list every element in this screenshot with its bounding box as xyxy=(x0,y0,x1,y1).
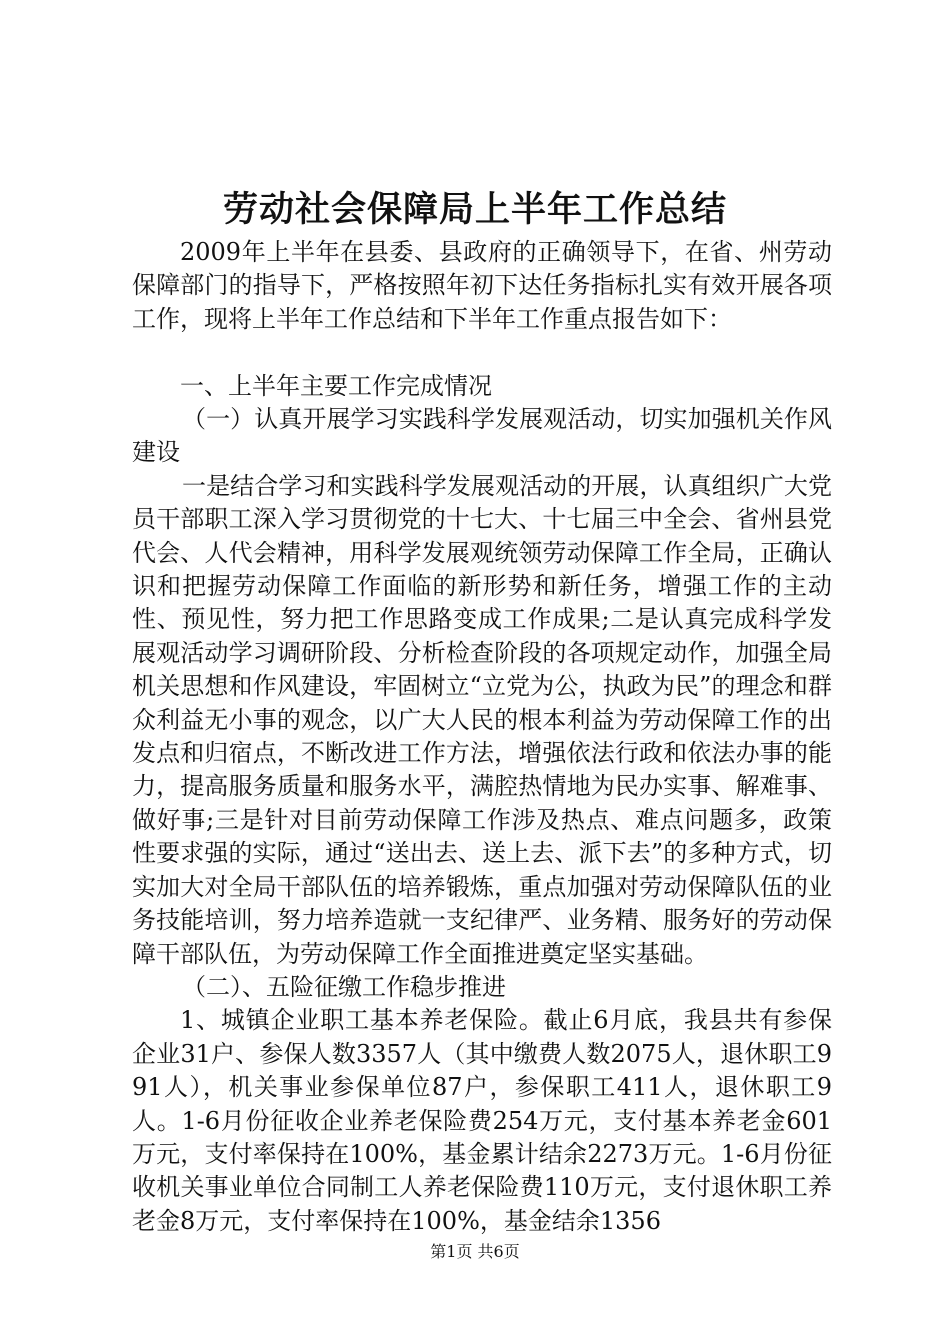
subsection-heading: （二）、五险征缴工作稳步推进 xyxy=(182,972,506,1001)
document-title: 劳动社会保障局上半年工作总结 xyxy=(222,189,727,230)
intro-paragraph: 2009年上半年在县委、县政府的正确领导下，在省、州劳动保障部门的指导下，严格按照年初下达任务指标扎实有效开展各项工作，现将上半年工作总结和下半年工作重点报告如下： xyxy=(132,238,832,333)
document-body xyxy=(132,236,832,1238)
body-paragraph: 一是结合学习和实践科学发展观活动的开展，认真组织广大党员干部职工深入学习贯彻党的十七大、十七届三中全会、省州县党代会、人代会精神，用科学发展观统领劳动保障工作全局，正确认识和把握劳动保障工作面临的新形势和新任务，增强工作的主动性、预见性，努力把工作思路变成工作成果;二是认真完成科学发展观活动学习调研阶段、分析检查阶段的各项规定动作，加强全局机关思想和作风建设，牢固树立“立党为公，执政为民”的理念和群众利益无小事的观念，以广大人民的根本利益为劳动保障工作的出发点和归宿点，不断改进工作方法，增强依法行政和依法办事的能力，提高服务质量和服务水平，满腔热情地为民办实事、解难事、做好事;三是针对目前劳动保障工作涉及热点、难点问题多，政策性要求强的实际，通过“送出去、送上去、派下去”的多种方式，切实加大对全局干部队伍的培养锻炼，重点加强对劳动保障队伍的业务技能培训，努力培养造就一支纪律严、业务精、服务好的劳动保障干部队伍，为劳动保障工作全面推进奠定坚实基础。 xyxy=(132,471,832,968)
blank-line xyxy=(132,336,832,369)
section-heading: 一、上半年主要工作完成情况 xyxy=(180,371,492,400)
page-number: 第1页 共6页 xyxy=(430,1242,520,1261)
subsection-heading: （一）认真开展学习实践科学发展观活动，切实加强机关作风建设 xyxy=(132,405,832,467)
body-paragraph: 1、城镇企业职工基本养老保险。截止6月底，我县共有参保企业31户、参保人数3357人（其中缴费人数2075人，退休职工991人），机关事业参保单位87户，参保职工411人，退休职工9人。1-6月份征收企业养老保险费254万元，支付基本养老金601万元，支付率保持在100%，基金累计结余2273万元。1-6月份征收机关事业单位合同制工人养老保险费110万元，支付退休职工养老金8万元，支付率保持在100%，基金结余1356 xyxy=(132,1006,832,1235)
